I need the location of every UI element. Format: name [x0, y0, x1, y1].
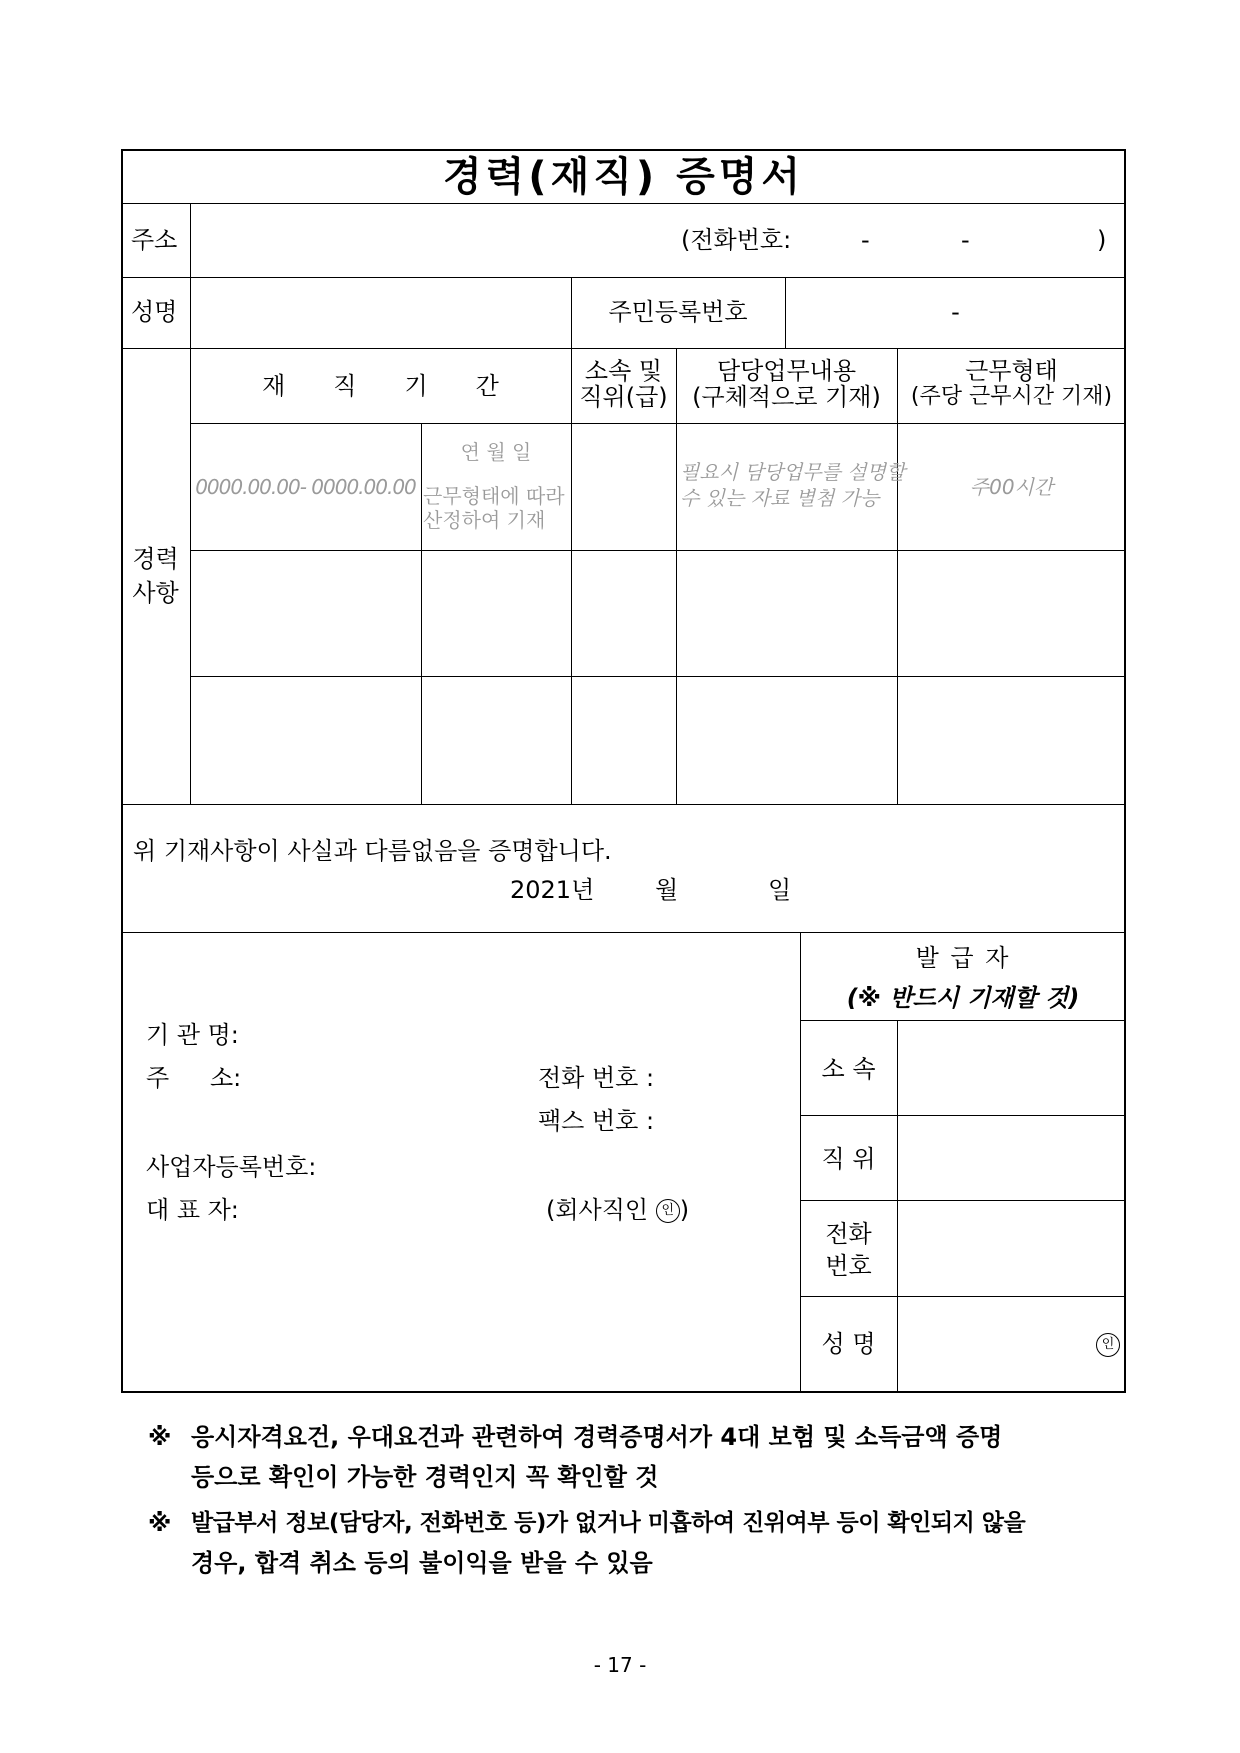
seal-icon: 인: [1096, 1333, 1120, 1357]
issuer-position-label: 직 위: [821, 1145, 876, 1173]
rrn-label: 주민등록번호: [608, 298, 748, 326]
rule-issuer-dept-bottom: [800, 1115, 1126, 1116]
note-1-line-1: 응시자격요건, 우대요건과 관련하여 경력증명서가 4대 보험 및 소득금액 증명: [191, 1423, 1003, 1451]
rule-certify-bottom: [121, 932, 1126, 933]
rule-issuer-phone-bottom: [800, 1296, 1126, 1297]
rrn-value: -: [951, 298, 960, 326]
example-hours: 주00시간: [969, 475, 1054, 499]
company-seal-open: (회사직인: [546, 1196, 649, 1224]
example-ymd: 연 월 일: [460, 440, 532, 464]
rule-label-column: [190, 203, 191, 804]
note-2-line-2: 경우, 합격 취소 등의 불이익을 받을 수 있음: [191, 1549, 653, 1577]
header-dept-2: 직위(급): [579, 383, 668, 411]
header-duty-1: 담당업무내용: [716, 357, 857, 385]
header-period: 재 직 기 간: [262, 372, 499, 400]
company-seal: [546, 1196, 689, 1224]
note-1-line-2: 등으로 확인이 가능한 경력인지 꼭 확인할 것: [191, 1463, 659, 1491]
issuer-dept-label: 소 속: [821, 1055, 876, 1083]
address-label: 주소: [131, 226, 178, 254]
issuer-seal: [1096, 1330, 1120, 1358]
phone-dash-1: -: [861, 226, 870, 254]
rule-career-header-bottom: [190, 423, 1126, 424]
bizno-label: 사업자등록번호:: [146, 1153, 317, 1181]
header-type-2: (주당 근무시간 기재): [910, 384, 1113, 409]
certify-month: 월: [655, 876, 679, 904]
rule-issuer-box-split: [897, 1020, 898, 1393]
name-label: 성명: [131, 298, 178, 326]
issuer-subheading: (※ 반드시 기재할 것): [846, 984, 1080, 1012]
example-period: 0000.00.00- 0000.00.00: [195, 475, 416, 499]
company-seal-close: ): [679, 1196, 690, 1224]
note-2-mark: ※: [148, 1509, 172, 1537]
rule-issuer-position-bottom: [800, 1200, 1126, 1201]
rule-issuer-heading-bottom: [800, 1020, 1126, 1021]
fax-label: 팩스 번호 :: [538, 1107, 655, 1135]
rule-col-ymd: [421, 423, 422, 804]
rule-col-dept: [571, 348, 572, 804]
issuer-name-label: 성 명: [821, 1330, 876, 1358]
rule-career-bottom: [121, 804, 1126, 805]
rule-name-bottom: [121, 348, 1126, 349]
document-title: 경력(재직) 증명서: [443, 154, 804, 200]
rule-career-row1-bottom: [190, 550, 1126, 551]
phone-open: (전화번호:: [681, 226, 792, 254]
org-label: 기 관 명:: [146, 1021, 239, 1049]
header-dept-1: 소속 및: [584, 357, 663, 385]
note-1-mark: ※: [148, 1423, 172, 1451]
example-duty-1: 필요시 담당업무를 설명할: [680, 460, 906, 484]
note-2-line-1: 발급부서 정보(담당자, 전화번호 등)가 없거나 미흡하여 진위여부 등이 확인되지 않을: [191, 1510, 1026, 1536]
rule-col-duty: [676, 348, 677, 804]
header-type-1: 근무형태: [965, 357, 1058, 385]
issuer-phone-label-1: 전화: [825, 1220, 872, 1248]
example-calc-1: 근무형태에 따라: [423, 484, 565, 508]
addr-label-1: 주: [146, 1064, 170, 1092]
rule-title-bottom: [121, 203, 1126, 204]
rule-address-bottom: [121, 277, 1126, 278]
page-number: - 17 -: [593, 1653, 647, 1677]
seal-icon: 인: [656, 1199, 680, 1223]
addr-label-2: 소:: [210, 1064, 242, 1092]
example-calc-2: 산정하여 기재: [423, 508, 546, 532]
phone-dash-2: -: [961, 226, 970, 254]
certify-statement: 위 기재사항이 사실과 다름없음을 증명합니다.: [133, 837, 612, 865]
header-duty-2: (구체적으로 기재): [692, 383, 881, 411]
issuer-phone-label-2: 번호: [825, 1252, 872, 1280]
rep-label: 대 표 자:: [146, 1196, 239, 1224]
rule-career-row2-bottom: [190, 676, 1126, 677]
issuer-heading: 발 급 자: [915, 944, 1011, 972]
certify-year: 2021년: [510, 876, 595, 904]
example-duty-2: 수 있는 자료 별첨 가능: [680, 486, 880, 510]
career-side-label-1: 경력: [132, 545, 179, 573]
career-side-label-2: 사항: [132, 579, 179, 607]
tel-label: 전화 번호 :: [538, 1064, 655, 1092]
rule-col-type: [897, 348, 898, 804]
phone-close: ): [1097, 226, 1107, 254]
certify-day: 일: [768, 876, 792, 904]
